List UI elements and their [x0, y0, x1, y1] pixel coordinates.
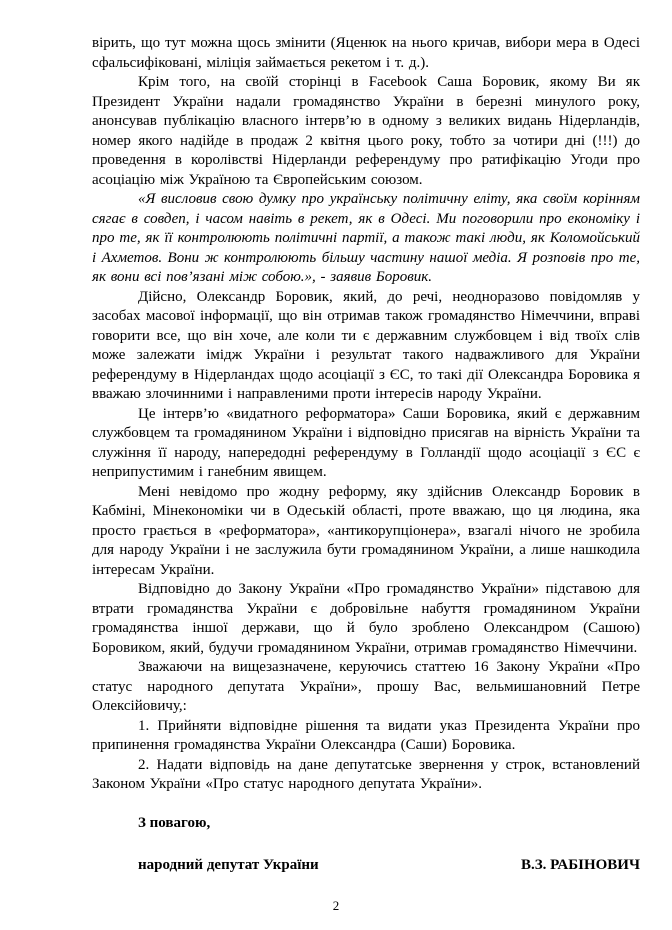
paragraph-request-item-2: 2. Надати відповідь на дане депутатське звернення у строк, встановлений Законом України «Про статус народного депутата України».: [92, 756, 640, 792]
paragraph-quote: «Я висловив свою думку про українську політичну еліту, яка своїм корінням сягає в совдеп, і часом навіть в рекет, як в Одесі. Ми поговорили про економіку і про те, як її контролюють політичні партії, а також такі люди, як Коломойський і Ахметов. Вони ж контролюють більшу частину нашої медіа. Я розповів про те, як вони всі пов’язані між собою.», - заявив Боровик.: [92, 191, 640, 285]
document-body: [92, 34, 640, 875]
paragraph-citizenship-claim: Дійсно, Олександр Боровик, який, до речі, неодноразово повідомляв у засобах масової інформації, що він отримав також громадянство Німеччини, вправі говорити все, що він хоче, але коли ти є державним службовцем і від твоїх слів може залежати імідж України і результат такого надважливого для України референдуму в Нідерландах щодо асоціації з ЄС, то такі дії Олександра Боровика я вважаю злочинними і направленими проти інтересів народу України.: [92, 288, 640, 402]
paragraph-interview-condemnation: Це інтерв’ю «видатного реформатора» Саши Боровика, який є державним службовцем та громадянином України і відповідно присягав на вірність України та служіння її народу, напередодні референдуму в Голландії щодо асоціації з ЄС є неприпустимим і ганебним явищем.: [92, 405, 640, 480]
paragraph-request-intro: Зважаючи на вищезазначене, керуючись статтею 16 Закону України «Про статус народного депутата України», прошу Вас, вельмишановний Петре Олексійовичу,:: [92, 659, 640, 714]
signature-title: народний депутат України: [138, 856, 319, 873]
page-number: 2: [332, 898, 340, 913]
signature-row: [92, 855, 640, 875]
paragraph-facebook-announcement: Крім того, на своїй сторінці в Facebook Саша Боровик, якому Ви як Президент України надали громадянство України в березні минулого року, анонсував публікацію власного інтерв’ю в одному з великих видань Нідерландів, номер якого надійде в продаж 2 квітня цього року, тобто за чотири дні (!!!) до проведення в королівстві Нідерланди референдуму про ратифікацію Угоди про асоціацію між Україною та Європейським союзом.: [92, 74, 640, 188]
paragraph-continuation: вірить, що тут можна щось змінити (Яценюк на нього кричав, вибори мера в Одесі сфальсифіковані, міліція займається рекетом і т. д.).: [92, 35, 640, 71]
paragraph-law-basis: Відповідно до Закону України «Про громадянство України» підставою для втрати громадянства України є добровільне набуття громадянином України громадянства іншої держави, що й було зроблено Олександром (Сашою) Боровиком, який, будучи громадянином України, отримав громадянство Німеччини.: [92, 581, 640, 656]
signature-name: В.З. РАБІНОВИЧ: [520, 856, 640, 873]
paragraph-request-item-1: 1. Прийняти відповідне рішення та видати указ Президента України про припинення громадянства України Олександра (Саши) Боровика.: [92, 717, 640, 753]
closing-salutation: З повагою,: [138, 814, 211, 831]
paragraph-no-reforms: Мені невідомо про жодну реформу, яку здійснив Олександр Боровик в Кабміні, Мінекономіки чи в Одеській області, проте вважаю, що ця людина, яка просто грається в «реформатора», «антикорупціонера», взагалі нічого не зробила для народу України і не заслужила бути громадянином України, а лише нашкодила інтересам України.: [92, 483, 640, 578]
